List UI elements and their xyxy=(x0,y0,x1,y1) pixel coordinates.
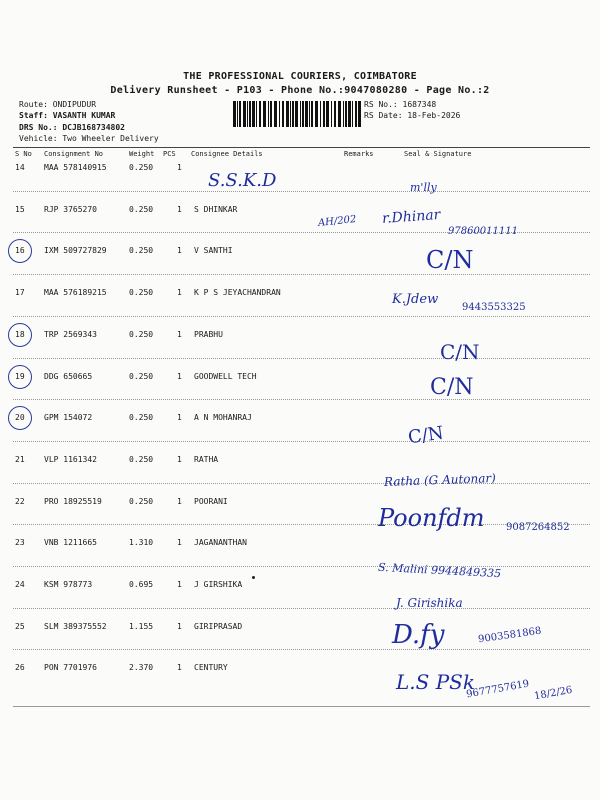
row-pcs: 1 xyxy=(177,622,182,631)
row-sno: 17 xyxy=(15,288,25,297)
vehicle-label: Vehicle: Two Wheeler Delivery xyxy=(19,134,159,143)
row-weight: 0.250 xyxy=(129,163,154,172)
row-weight: 0.250 xyxy=(129,372,154,381)
barcode-bar xyxy=(286,101,289,127)
row-divider xyxy=(13,191,590,192)
handwritten-remark-15: AH/202 xyxy=(317,214,357,229)
row-sno: 16 xyxy=(15,246,25,255)
row-divider xyxy=(13,274,590,275)
barcode-image xyxy=(233,101,361,127)
barcode-bar xyxy=(302,101,304,127)
row-sno: 23 xyxy=(15,538,25,547)
row-consignee: RATHA xyxy=(194,455,219,464)
barcode-bar xyxy=(233,101,236,127)
handwritten-signature-23: S. Malini 9944849335 xyxy=(377,560,502,581)
row-divider xyxy=(13,358,590,359)
barcode-bar xyxy=(237,101,238,127)
rs-date: RS Date: 18-Feb-2026 xyxy=(364,111,461,120)
row-sno: 19 xyxy=(15,372,25,381)
barcode-bar xyxy=(326,101,329,127)
circled-row-mark xyxy=(8,323,32,347)
row-consignment-no: VLP 1161342 xyxy=(44,455,97,464)
barcode-bar xyxy=(256,101,257,127)
row-weight: 0.250 xyxy=(129,288,154,297)
row-consignment-no: RJP 3765270 xyxy=(44,205,97,214)
row-consignee: PRABHU xyxy=(194,330,223,339)
handwritten-signature-15: r.Dhinar xyxy=(381,206,441,228)
row-divider xyxy=(13,399,590,400)
row-pcs: 1 xyxy=(177,163,182,172)
row-sno: 25 xyxy=(15,622,25,631)
row-divider xyxy=(13,566,590,567)
row-sno: 15 xyxy=(15,205,25,214)
barcode-bar xyxy=(345,101,347,127)
handwritten-cn-18: C/N xyxy=(440,340,480,364)
handwritten-date-26: 18/2/26 xyxy=(533,684,574,703)
row-weight: 0.250 xyxy=(129,497,154,506)
barcode-bar xyxy=(252,101,255,127)
row-pcs: 1 xyxy=(177,205,182,214)
barcode-bar xyxy=(323,101,325,127)
table-row xyxy=(0,580,600,620)
row-divider xyxy=(13,608,590,609)
row-pcs: 1 xyxy=(177,246,182,255)
table-row xyxy=(0,205,600,245)
row-weight: 0.250 xyxy=(129,455,154,464)
row-sno: 22 xyxy=(15,497,25,506)
row-divider xyxy=(13,483,590,484)
handwritten-signature-22: Poonfdm xyxy=(378,504,485,532)
barcode-bar xyxy=(259,101,261,127)
route-label: Route: ONDIPUDUR xyxy=(19,100,97,109)
circled-row-mark xyxy=(8,239,32,263)
barcode-bar xyxy=(279,101,280,127)
barcode-bar xyxy=(311,101,313,127)
barcode-bar xyxy=(348,101,351,127)
row-pcs: 1 xyxy=(177,663,182,672)
row-consignee: JAGANANTHAN xyxy=(194,538,247,547)
barcode-bar xyxy=(315,101,318,127)
row-weight: 0.695 xyxy=(129,580,154,589)
row-sno: 21 xyxy=(15,455,25,464)
barcode-bar xyxy=(239,101,241,127)
table-row xyxy=(0,163,600,203)
row-weight: 2.370 xyxy=(129,663,154,672)
table-row xyxy=(0,455,600,495)
row-consignment-no: VNB 1211665 xyxy=(44,538,97,547)
col-weight: Weight xyxy=(129,150,155,158)
handwritten-cn-16: C/N xyxy=(426,246,474,274)
circled-row-mark xyxy=(8,406,32,430)
barcode-bar xyxy=(352,101,353,127)
row-consignment-no: KSM 978773 xyxy=(44,580,93,589)
barcode-bar xyxy=(268,101,269,127)
barcode-bar xyxy=(334,101,336,127)
handwritten-signature-21: Ratha (G Autonar) xyxy=(383,471,497,489)
row-consignee: POORANI xyxy=(194,497,228,506)
barcode-bar xyxy=(355,101,357,127)
table-row xyxy=(0,372,600,412)
col-consignee: Consignee Details xyxy=(191,150,263,158)
row-pcs: 1 xyxy=(177,455,182,464)
barcode-bar xyxy=(290,101,291,127)
row-consignment-no: MAA 576189215 xyxy=(44,288,107,297)
header-divider xyxy=(13,147,590,148)
barcode-bar xyxy=(274,101,277,127)
row-pcs: 1 xyxy=(177,330,182,339)
handwritten-signature-26: L.S PSk xyxy=(396,670,475,694)
row-consignee: K P S JEYACHANDRAN xyxy=(194,288,281,297)
barcode-bar xyxy=(338,101,341,127)
barcode-bar xyxy=(247,101,248,127)
table-row xyxy=(0,622,600,662)
row-weight: 0.250 xyxy=(129,413,154,422)
ink-dot xyxy=(252,576,255,579)
table-row xyxy=(0,413,600,453)
row-divider xyxy=(13,441,590,442)
company-title: THE PROFESSIONAL COURIERS, COIMBATORE xyxy=(183,71,417,82)
handwritten-phone-25: 9003581868 xyxy=(477,625,543,646)
handwritten-phone-22: 9087264852 xyxy=(506,522,570,533)
barcode-bar xyxy=(305,101,308,127)
row-sno: 20 xyxy=(15,413,25,422)
table-row xyxy=(0,330,600,370)
row-consignee: GOODWELL TECH xyxy=(194,372,257,381)
row-consignment-no: PON 7701976 xyxy=(44,663,97,672)
row-sno: 14 xyxy=(15,163,25,172)
barcode-bar xyxy=(249,101,251,127)
handwritten-cn-20: C/N xyxy=(406,422,445,449)
row-sno: 24 xyxy=(15,580,25,589)
row-consignment-no: MAA 578140915 xyxy=(44,163,107,172)
barcode-bar xyxy=(300,101,301,127)
col-seal-signature: Seal & Signature xyxy=(404,150,472,158)
col-consignment: Consignment No xyxy=(44,150,104,158)
row-consignee: V SANTHI xyxy=(194,246,233,255)
barcode-bar xyxy=(309,101,310,127)
drs-number: DRS No.: DCJB168734802 xyxy=(19,123,125,132)
footer-divider xyxy=(13,706,590,707)
handwritten-consignee-14: S.S.K.D xyxy=(208,170,277,191)
row-consignment-no: IXM 509727829 xyxy=(44,246,107,255)
handwritten-phone-17: 9443553325 xyxy=(462,302,526,313)
row-consignment-no: DDG 650665 xyxy=(44,372,93,381)
barcode-bar xyxy=(331,101,332,127)
barcode-bar xyxy=(343,101,344,127)
row-consignment-no: GPM 154072 xyxy=(44,413,93,422)
row-pcs: 1 xyxy=(177,288,182,297)
handwritten-signature-25: D.fy xyxy=(392,620,445,650)
row-consignee: GIRIPRASAD xyxy=(194,622,243,631)
row-pcs: 1 xyxy=(177,538,182,547)
rs-number: RS No.: 1687348 xyxy=(364,100,437,109)
row-consignment-no: SLM 389375552 xyxy=(44,622,107,631)
circled-row-mark xyxy=(8,365,32,389)
col-pcs: PCS xyxy=(163,150,176,158)
row-divider xyxy=(13,524,590,525)
handwritten-phone-15: 97860011111 xyxy=(448,226,518,237)
row-sno: 18 xyxy=(15,330,25,339)
barcode-bar xyxy=(295,101,298,127)
row-consignment-no: TRP 2569343 xyxy=(44,330,97,339)
handwritten-signature-14: m'lly xyxy=(410,181,437,194)
row-pcs: 1 xyxy=(177,372,182,381)
barcode-bar xyxy=(243,101,246,127)
col-sno: S No xyxy=(15,150,32,158)
row-divider xyxy=(13,316,590,317)
row-pcs: 1 xyxy=(177,497,182,506)
row-weight: 0.250 xyxy=(129,246,154,255)
barcode-bar xyxy=(270,101,272,127)
row-divider xyxy=(13,649,590,650)
col-remarks: Remarks xyxy=(344,150,374,158)
row-pcs: 1 xyxy=(177,413,182,422)
table-row xyxy=(0,538,600,581)
barcode-bar xyxy=(292,101,294,127)
row-weight: 1.310 xyxy=(129,538,154,547)
row-weight: 1.155 xyxy=(129,622,154,631)
barcode-bar xyxy=(320,101,321,127)
row-pcs: 1 xyxy=(177,580,182,589)
handwritten-phone-26: 9677757619 xyxy=(465,678,531,701)
row-consignee: J GIRSHIKA xyxy=(194,580,243,589)
table-row xyxy=(0,246,600,286)
row-weight: 0.250 xyxy=(129,205,154,214)
row-sno: 26 xyxy=(15,663,25,672)
row-consignee: A N MOHANRAJ xyxy=(194,413,252,422)
handwritten-cn-19: C/N xyxy=(430,375,474,400)
staff-label: Staff: VASANTH KUMAR xyxy=(19,111,116,120)
row-consignee: S DHINKAR xyxy=(194,205,238,214)
row-weight: 0.250 xyxy=(129,330,154,339)
row-consignment-no: PRO 18925519 xyxy=(44,497,102,506)
barcode-bar xyxy=(282,101,284,127)
barcode-bar xyxy=(263,101,266,127)
handwritten-signature-24: J. Girishika xyxy=(396,596,463,610)
barcode-bar xyxy=(358,101,361,127)
runsheet-title: Delivery Runsheet - P103 - Phone No.:9047080280 - Page No.:2 xyxy=(110,85,490,96)
row-consignee: CENTURY xyxy=(194,663,228,672)
handwritten-signature-17: K.Jdew xyxy=(392,292,439,307)
